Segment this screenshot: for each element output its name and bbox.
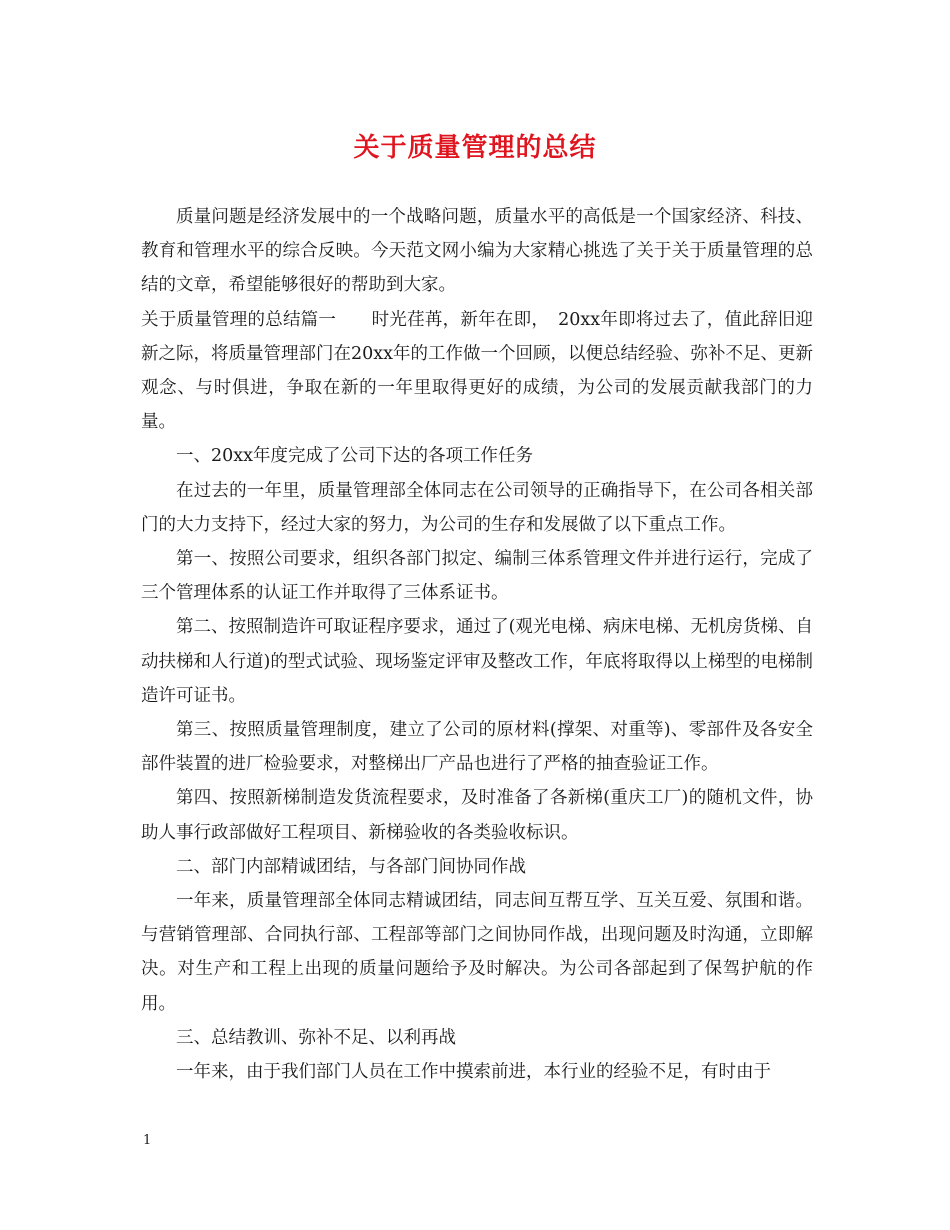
paragraph-teamwork: 一年来，质量管理部全体同志精诚团结，同志间互帮互学、互关互爱、氛围和谐。与营销管理部、合同执行部、工程部等部门之间协同作战，出现问题及时沟通，立即解决。对生产和工程上出现的质量问题给予及时解决。为公司各部起到了保驾护航的作用。	[141, 891, 813, 1014]
paragraph-lessons: 一年来，由于我们部门人员在工作中摸索前进，本行业的经验不足，有时由于	[176, 1062, 771, 1083]
section-heading-three: 三、总结教训、弥补不足、以利再战	[176, 1027, 456, 1048]
paragraph-article-one-opening: 关于质量管理的总结篇一 时光荏苒，新年在即， 20xx年即将过去了，值此辞旧迎新之际，将质量管理部门在20xx年的工作做一个回顾，以便总结经验、弥补不足、更新观念、与时俱进，争取在新的一年里取得更好的成绩，为公司的发展贡献我部门的力量。	[141, 309, 814, 433]
section-heading-two: 二、部门内部精诚团结，与各部门间协同作战	[176, 856, 526, 877]
paragraph-fourth-item: 第四、按照新梯制造发货流程要求，及时准备了各新梯(重庆工厂)的随机文件，协助人事行政部做好工程项目、新梯验收的各类验收标识。	[141, 788, 813, 843]
document-title: 关于质量管理的总结	[353, 133, 597, 163]
document-body	[141, 200, 813, 1089]
paragraph-past-year: 在过去的一年里，质量管理部全体同志在公司领导的正确指导下，在公司各相关部门的大力支持下，经过大家的努力，为公司的生存和发展做了以下重点工作。	[141, 480, 813, 535]
paragraph-intro: 质量问题是经济发展中的一个战略问题，质量水平的高低是一个国家经济、科技、教育和管理水平的综合反映。今天范文网小编为大家精心挑选了关于关于质量管理的总结的文章，希望能够很好的帮助到大家。	[141, 207, 813, 296]
page-number: 1	[143, 1133, 152, 1148]
section-heading-one: 一、20xx年度完成了公司下达的各项工作任务	[176, 446, 534, 467]
paragraph-second-item: 第二、按照制造许可取证程序要求，通过了(观光电梯、病床电梯、无机房货梯、自动扶梯和人行道)的型式试验、现场鉴定评审及整改工作，年底将取得以上梯型的电梯制造许可证书。	[141, 617, 813, 706]
paragraph-first-item: 第一、按照公司要求，组织各部门拟定、编制三体系管理文件并进行运行，完成了三个管理体系的认证工作并取得了三体系证书。	[141, 549, 813, 604]
paragraph-third-item: 第三、按照质量管理制度，建立了公司的原材料(撑架、对重等)、零部件及各安全部件装置的进厂检验要求，对整梯出厂产品也进行了严格的抽查验证工作。	[141, 720, 813, 775]
